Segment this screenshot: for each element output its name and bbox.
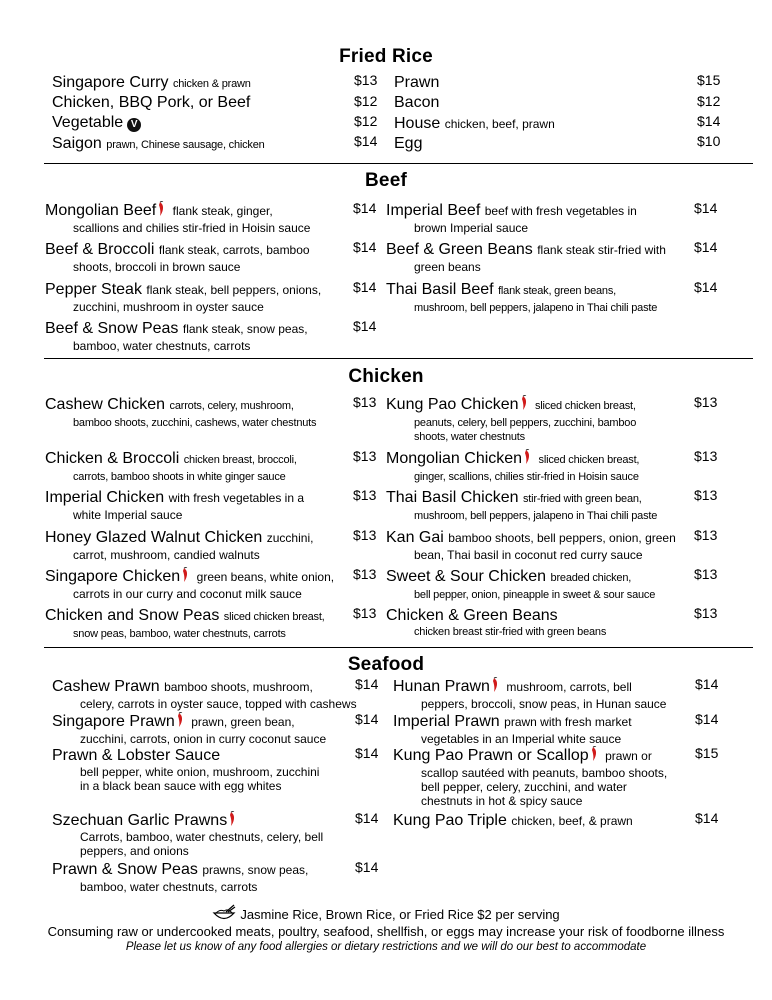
menu-item	[52, 134, 265, 155]
item-desc: with fresh vegetables in a	[168, 491, 305, 505]
item-desc: chicken, beef, prawn	[444, 117, 555, 131]
menu-item	[52, 746, 319, 793]
item-price: $14	[355, 859, 379, 875]
item-price: $14	[697, 113, 721, 129]
item-desc-continued: scallions and chilies stir-fried in Hoisin sauce	[73, 221, 311, 235]
menu-item	[386, 280, 657, 315]
menu-item	[394, 114, 555, 134]
item-price: $13	[694, 448, 718, 464]
item-name: Cashew Chicken	[45, 396, 166, 413]
item-name: Thai Basil Chicken	[386, 489, 519, 506]
item-desc-continued: zucchini, mushroom in oyster sauce	[73, 300, 264, 314]
item-desc: chicken, beef, & prawn	[511, 814, 633, 828]
item-name: Mongolian Chicken	[386, 450, 523, 467]
item-name: Szechuan Garlic Prawns	[52, 812, 228, 829]
item-name: Pepper Steak	[45, 281, 142, 298]
item-desc-continued: snow peas, bamboo, water chestnuts, carrots	[73, 628, 286, 640]
section-divider	[44, 647, 753, 648]
item-desc-continued: mushroom, bell peppers, jalapeno in Thai chili paste	[414, 510, 658, 522]
item-desc-continued: peppers, and onions	[80, 844, 189, 858]
section-title-seafood: Seafood	[347, 654, 425, 675]
item-desc-continued: bell pepper, white onion, mushroom, zucchini	[80, 765, 320, 779]
item-price: $14	[694, 200, 718, 216]
item-desc-continued: celery, carrots in oyster sauce, topped with cashews	[80, 697, 357, 711]
item-desc: sliced chicken breast,	[538, 454, 640, 466]
item-name: Kung Pao Triple	[393, 812, 507, 829]
item-desc: flank steak, bell peppers, onions,	[146, 283, 322, 297]
item-desc: prawn, Chinese sausage, chicken	[106, 139, 265, 151]
item-price: $13	[694, 605, 718, 621]
item-price: $13	[353, 527, 377, 543]
food-safety-warning: Consuming raw or undercooked meats, poultry, seafood, shellfish, or eggs may increase your risk of foodborne illness	[47, 924, 725, 939]
menu-item	[45, 280, 321, 314]
menu-item	[386, 606, 606, 639]
menu-item	[52, 811, 323, 858]
rice-note-text: Jasmine Rice, Brown Rice, or Fried Rice $2 per serving	[240, 907, 560, 922]
item-desc-continued: peppers, broccoli, snow peas, in Hunan sauce	[421, 697, 667, 711]
item-desc: prawn with fresh market	[504, 715, 632, 729]
item-desc: green beans, white onion,	[196, 570, 335, 584]
item-desc: chicken breast, broccoli,	[183, 454, 297, 466]
item-desc: stir-fried with green bean,	[522, 493, 642, 505]
item-price: $13	[353, 394, 377, 410]
item-desc: flank steak, green beans,	[498, 285, 616, 297]
menu-item	[386, 240, 666, 274]
item-desc: bamboo shoots, bell peppers, onion, green	[448, 531, 676, 545]
section-divider	[44, 358, 753, 359]
item-desc-continued: bamboo, water chestnuts, carrots	[80, 880, 258, 894]
chili-pepper-icon	[228, 811, 237, 827]
item-desc-continued: bamboo shoots, zucchini, cashews, water chestnuts	[73, 417, 317, 429]
item-desc-continued: bamboo, water chestnuts, carrots	[73, 339, 251, 353]
item-desc: breaded chicken,	[550, 572, 632, 584]
item-price: $14	[353, 200, 377, 216]
chili-pepper-icon	[491, 677, 500, 693]
item-name: Chicken and Snow Peas	[45, 607, 220, 624]
item-price: $15	[697, 72, 721, 88]
item-desc-continued: bean, Thai basil in coconut red curry sauce	[414, 548, 643, 562]
item-desc: flank steak, ginger,	[172, 204, 273, 218]
item-price: $14	[354, 133, 378, 149]
item-name: Cashew Prawn	[52, 678, 160, 695]
menu-item	[386, 528, 676, 562]
menu-item	[52, 113, 141, 132]
item-price: $12	[354, 93, 378, 109]
item-price: $13	[694, 527, 718, 543]
section-divider	[44, 163, 753, 164]
item-desc-continued: Carrots, bamboo, water chestnuts, celery, bell	[80, 830, 324, 844]
menu-item	[393, 746, 667, 808]
item-price: $14	[355, 810, 379, 826]
menu-item	[394, 73, 439, 92]
item-name: Saigon	[52, 135, 102, 152]
item-name: Hunan Prawn	[393, 678, 490, 695]
item-desc-continued: chicken breast stir-fried with green beans	[414, 626, 607, 638]
item-name: Kung Pao Chicken	[386, 396, 519, 413]
item-price: $13	[353, 605, 377, 621]
item-desc-continued: vegetables in an Imperial white sauce	[421, 732, 622, 746]
item-price: $12	[354, 113, 378, 129]
item-name: Kung Pao Prawn or Scallop	[393, 747, 589, 764]
item-name: Chicken, BBQ Pork, or Beef	[52, 94, 251, 111]
item-desc: prawn or	[605, 749, 652, 763]
item-desc: mushroom, carrots, bell	[506, 680, 632, 694]
item-desc: zucchini,	[266, 531, 314, 545]
item-price: $14	[353, 239, 377, 255]
item-price: $13	[353, 566, 377, 582]
menu-item	[393, 712, 632, 746]
menu-item	[386, 567, 655, 602]
item-desc-continued: carrots in our curry and coconut milk sauce	[73, 587, 302, 601]
item-price: $14	[353, 279, 377, 295]
menu-item	[45, 395, 316, 430]
item-name: Prawn & Lobster Sauce	[52, 747, 221, 764]
item-desc-continued: bell pepper, onion, pineapple in sweet & sour sauce	[414, 589, 656, 601]
menu-item	[386, 201, 637, 235]
item-desc-continued: scallop sautéed with peanuts, bamboo shoots,	[421, 766, 668, 780]
item-desc-continued: mushroom, bell peppers, jalapeno in Thai chili paste	[414, 302, 658, 314]
vegetarian-icon: V	[127, 118, 141, 132]
menu-item	[52, 712, 326, 746]
item-price: $13	[353, 487, 377, 503]
menu-item	[45, 528, 313, 562]
menu-item	[52, 677, 357, 711]
section-title-fried-rice: Fried Rice	[339, 46, 433, 67]
item-desc-continued: green beans	[414, 260, 481, 274]
item-name: Bacon	[394, 94, 440, 111]
item-name: Prawn	[394, 74, 440, 91]
item-desc-continued: in a black bean sauce with egg whites	[80, 779, 282, 793]
menu-item	[45, 319, 308, 353]
item-desc: sliced chicken breast,	[534, 400, 636, 412]
menu-item	[394, 134, 422, 153]
item-desc: bamboo shoots, mushroom,	[164, 680, 313, 694]
menu-item	[386, 449, 639, 484]
item-price: $14	[695, 711, 719, 727]
item-name: Imperial Chicken	[45, 489, 165, 506]
item-desc: flank steak, snow peas,	[182, 322, 308, 336]
menu-item	[394, 93, 439, 112]
item-name: Beef & Broccoli	[45, 241, 155, 258]
chili-pepper-icon	[520, 395, 529, 411]
menu-item	[45, 240, 310, 274]
item-desc-continued: brown Imperial sauce	[414, 221, 529, 235]
item-name: Thai Basil Beef	[386, 281, 494, 298]
item-desc-continued: white Imperial sauce	[73, 508, 183, 522]
item-name: Imperial Beef	[386, 202, 481, 219]
item-name: Honey Glazed Walnut Chicken	[45, 529, 263, 546]
item-name: Egg	[394, 135, 423, 152]
section-title-beef: Beef	[365, 170, 407, 191]
section-title-chicken: Chicken	[348, 366, 424, 387]
menu-item	[393, 811, 633, 831]
item-price: $15	[695, 745, 719, 761]
item-name: House	[394, 115, 441, 132]
menu-item	[386, 488, 657, 523]
item-name: Chicken & Green Beans	[386, 607, 558, 624]
item-desc-continued: zucchini, carrots, onion in curry coconut sauce	[80, 732, 327, 746]
item-desc: chicken & prawn	[172, 78, 251, 90]
rice-note	[0, 904, 772, 922]
item-desc: carrots, celery, mushroom,	[169, 400, 294, 412]
item-price: $13	[694, 566, 718, 582]
item-desc-continued: shoots, water chestnuts	[414, 431, 525, 443]
item-name: Kan Gai	[386, 529, 444, 546]
menu-item	[45, 488, 304, 522]
item-price: $13	[354, 72, 378, 88]
item-name: Vegetable	[52, 114, 124, 131]
item-name: Singapore Chicken	[45, 568, 181, 585]
menu-item	[45, 201, 310, 235]
menu-item	[52, 73, 251, 94]
item-desc: beef with fresh vegetables in	[484, 204, 637, 218]
item-price: $14	[355, 745, 379, 761]
item-name: Singapore Prawn	[52, 713, 175, 730]
item-desc-continued: bell pepper, celery, zucchini, and water	[421, 780, 627, 794]
item-desc-continued: chestnuts in hot & spicy sauce	[421, 794, 583, 808]
item-price: $14	[694, 279, 718, 295]
item-desc: prawns, snow peas,	[202, 863, 309, 877]
menu-item	[52, 860, 308, 894]
allergy-note: Please let us know of any food allergies or dietary restrictions and we will do our best to accommodate	[125, 941, 647, 953]
item-name: Beef & Snow Peas	[45, 320, 179, 337]
item-desc-continued: carrots, bamboo shoots in white ginger sauce	[73, 471, 286, 483]
item-price: $14	[355, 676, 379, 692]
menu-item	[45, 567, 334, 601]
chili-pepper-icon	[181, 567, 190, 583]
item-name: Chicken & Broccoli	[45, 450, 180, 467]
chili-pepper-icon	[176, 712, 185, 728]
item-price: $14	[695, 810, 719, 826]
item-desc-continued: ginger, scallions, chilies stir-fried in Hoisin sauce	[414, 471, 639, 483]
item-price: $13	[694, 487, 718, 503]
item-name: Mongolian Beef	[45, 202, 157, 219]
item-price: $13	[694, 394, 718, 410]
item-price: $14	[694, 239, 718, 255]
item-name: Prawn & Snow Peas	[52, 861, 198, 878]
item-price: $12	[697, 93, 721, 109]
item-desc: flank steak, carrots, bamboo	[158, 243, 310, 257]
item-desc-continued: peanuts, celery, bell peppers, zucchini, bamboo	[414, 417, 637, 429]
item-name: Singapore Curry	[52, 74, 169, 91]
item-desc: prawn, green bean,	[191, 715, 295, 729]
item-price: $10	[697, 133, 721, 149]
item-desc-continued: carrot, mushroom, candied walnuts	[73, 548, 260, 562]
item-price: $14	[355, 711, 379, 727]
item-name: Beef & Green Beans	[386, 241, 533, 258]
menu-item	[393, 677, 666, 711]
menu-item	[45, 606, 325, 641]
menu-item	[45, 449, 297, 484]
menu-item	[386, 395, 636, 444]
item-name: Sweet & Sour Chicken	[386, 568, 547, 585]
item-desc-continued: shoots, broccoli in brown sauce	[73, 260, 241, 274]
menu-item	[52, 93, 250, 112]
item-price: $14	[695, 676, 719, 692]
chili-pepper-icon	[590, 746, 599, 762]
rice-bowl-icon	[212, 904, 236, 922]
item-name: Imperial Prawn	[393, 713, 500, 730]
item-price: $13	[353, 448, 377, 464]
item-desc: flank steak stir-fried with	[537, 243, 666, 257]
item-price: $14	[353, 318, 377, 334]
chili-pepper-icon	[523, 449, 532, 465]
chili-pepper-icon	[157, 201, 166, 217]
item-desc: sliced chicken breast,	[223, 611, 325, 623]
